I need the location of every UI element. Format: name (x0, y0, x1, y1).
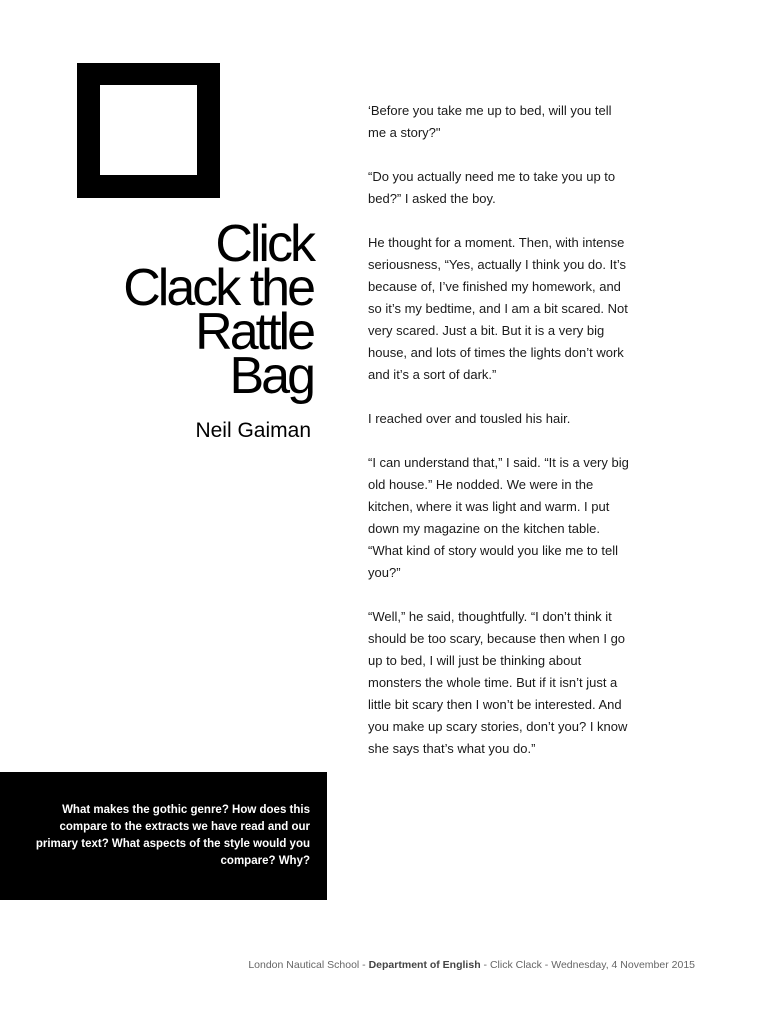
footer-separator: - (480, 959, 490, 971)
logo-square-inner (100, 85, 197, 175)
title-line-2: Clack the (123, 259, 313, 317)
discussion-question: What makes the gothic genre? How does this compare to the extracts we have read and our primary text? What aspects of the style would you compare? Why? (35, 804, 310, 867)
story-paragraph: I reached over and tousled his hair. (368, 411, 571, 426)
footer-document: Click Clack (489, 959, 542, 971)
title-line-1: Click (215, 215, 313, 273)
title-line-4: Bag (229, 347, 313, 405)
footer-date: Wednesday, 4 November 2015 (551, 959, 695, 971)
story-extract (368, 100, 630, 782)
title-line-3: Rattle (195, 303, 313, 361)
story-paragraph: ‘Before you take me up to bed, will you tell me a story?" (368, 103, 612, 140)
footer-school: London Nautical School (248, 959, 360, 971)
footer-separator: - (359, 959, 369, 971)
story-paragraph: “Well,” he said, thoughtfully. “I don’t think it should be too scary, because then when I go up to bed, I will just be thinking about monsters the whole time. But if it isn’t just a little bit scary then I won’t be interested. And you make up scary stories, don’t you? I know she says that’s what you do.” (368, 609, 628, 756)
story-title (40, 215, 313, 405)
story-paragraph: He thought for a moment. Then, with intense seriousness, “Yes, actually I think you do. It’s because of, I’ve finished my homework, and so it’s my bedtime, and I am a bit scared. Not very scared. Just a bit. But it is a very big house, and lots of times the lights don’t work and it’s a sort of dark.” (368, 235, 628, 382)
footer-department: Department of English (368, 959, 481, 971)
discussion-question-box (0, 772, 327, 900)
story-paragraph: “Do you actually need me to take you up to bed?” I asked the boy. (368, 169, 616, 206)
story-paragraph: “I can understand that,” I said. “It is a very big old house.” He nodded. We were in the kitchen, where it was light and warm. I put down my magazine on the kitchen table. “What kind of story would you like me to tell you?” (368, 455, 629, 580)
page-footer (180, 958, 695, 972)
footer-separator: - (541, 959, 552, 971)
author-name: Neil Gaiman (195, 419, 311, 442)
logo-square (77, 63, 220, 198)
